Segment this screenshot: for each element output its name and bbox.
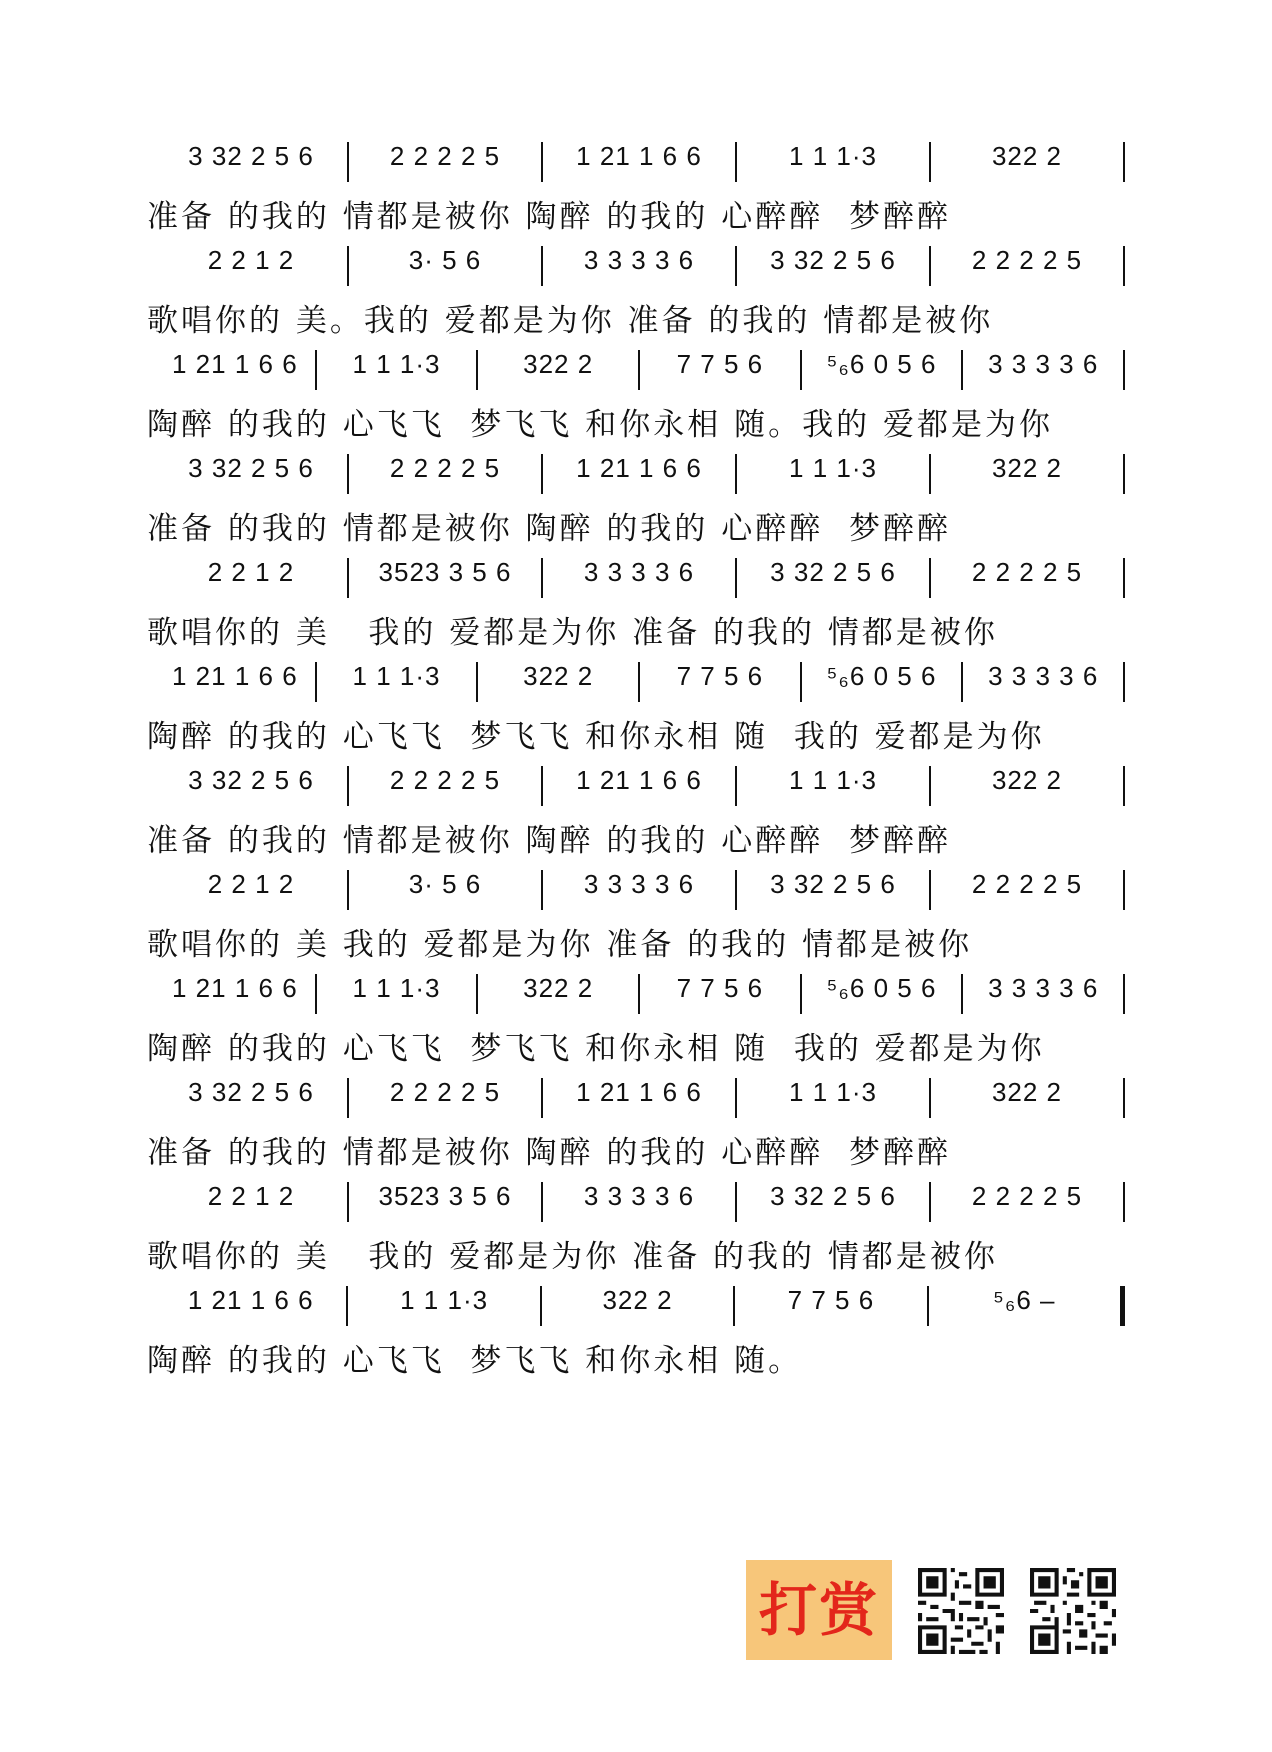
barline (1123, 974, 1125, 1014)
measure-notes: 322 2 (523, 349, 594, 379)
measure-notes: 1 21 1 6 6 (172, 349, 298, 379)
measure-notes: 1 1 1·3 (789, 1077, 877, 1107)
measure-notes: 3 32 2 5 6 (188, 1077, 314, 1107)
notation-line (155, 140, 1125, 198)
barline (1123, 246, 1125, 286)
measure-notes: 322 2 (523, 661, 594, 691)
lyrics-line: 准备 的我的 情都是被你 陶醉 的我的 心醉醉 梦醉醉 (147, 1135, 951, 1171)
measure-notes: 1 21 1 6 6 (576, 141, 702, 171)
measure (802, 972, 962, 1030)
measure (543, 868, 735, 926)
measure (155, 140, 347, 198)
measure (543, 1076, 735, 1134)
measure (543, 244, 735, 302)
measure (155, 1284, 346, 1342)
barline (1123, 350, 1125, 390)
barline (1123, 870, 1125, 910)
measure (737, 868, 929, 926)
lyrics-line: 准备 的我的 情都是被你 陶醉 的我的 心醉醉 梦醉醉 (147, 823, 951, 859)
measure-notes: 1 1 1·3 (400, 1285, 489, 1315)
notation-line (155, 660, 1125, 718)
measure (640, 660, 800, 718)
measure (931, 452, 1123, 510)
measure (478, 660, 638, 718)
measure (931, 1180, 1123, 1238)
measure-notes: ⁵₆6 0 5 6 (826, 973, 937, 1003)
score-system (147, 556, 1125, 666)
measure-notes: 1 1 1·3 (789, 765, 877, 795)
lyrics-line: 歌唱你的 美。我的 爱都是为你 准备 的我的 情都是被你 (147, 303, 994, 339)
measure-notes: 3 32 2 5 6 (770, 869, 896, 899)
measure-notes: 7 7 5 6 (676, 973, 764, 1003)
score-system (147, 140, 1125, 250)
measure-notes: 3 3 3 3 6 (988, 349, 1099, 379)
barline (1123, 454, 1125, 494)
measure (349, 556, 541, 614)
barline (1120, 1286, 1125, 1326)
lyrics-line: 歌唱你的 美 我的 爱都是为你 准备 的我的 情都是被你 (147, 615, 998, 651)
measure-notes: 322 2 (991, 141, 1063, 171)
measure (931, 140, 1123, 198)
measure (931, 244, 1123, 302)
measure-notes: 2 2 2 2 5 (389, 141, 501, 171)
notation-line (155, 868, 1125, 926)
measure (543, 140, 735, 198)
measure-notes: 2 2 2 2 5 (389, 765, 501, 795)
measure (640, 972, 800, 1030)
measure (155, 972, 315, 1030)
measure-notes: 1 21 1 6 6 (576, 765, 702, 795)
notation-line (155, 972, 1125, 1030)
measure (929, 1284, 1120, 1342)
measure (155, 1076, 347, 1134)
measure-notes: 2 2 1 2 (207, 1181, 295, 1211)
measure (737, 452, 929, 510)
measure-notes: 3 32 2 5 6 (770, 1181, 896, 1211)
measure-notes: 1 1 1·3 (352, 349, 441, 379)
measure-notes: 2 2 2 2 5 (971, 1181, 1083, 1211)
measure (737, 140, 929, 198)
measure (349, 452, 541, 510)
measure (737, 244, 929, 302)
measure-notes: 1 1 1·3 (352, 973, 441, 1003)
notation-line (155, 1180, 1125, 1238)
notation-line (155, 244, 1125, 302)
measure-notes: 3· 5 6 (408, 869, 482, 899)
measure (349, 1180, 541, 1238)
measure (349, 1076, 541, 1134)
barline (1123, 1182, 1125, 1222)
measure (349, 764, 541, 822)
score-system (147, 1180, 1125, 1290)
lyrics-line: 陶醉 的我的 心飞飞 梦飞飞 和你永相 随。 (147, 1343, 803, 1379)
measure-notes: 3523 3 5 6 (378, 1181, 512, 1211)
score-system (147, 868, 1125, 978)
measure (963, 972, 1123, 1030)
measure (349, 868, 541, 926)
score-system (147, 348, 1125, 458)
measure-notes: 322 2 (523, 973, 594, 1003)
measure (155, 868, 347, 926)
notation-line (155, 452, 1125, 510)
measure-notes: 1 21 1 6 6 (172, 661, 298, 691)
notation-line (155, 556, 1125, 614)
notation-line (155, 1076, 1125, 1134)
measure-notes: 1 1 1·3 (789, 141, 877, 171)
measure-notes: 3 3 3 3 6 (583, 1181, 695, 1211)
measure-notes: 3 32 2 5 6 (188, 453, 314, 483)
measure (155, 244, 347, 302)
measure (155, 660, 315, 718)
qr-code-icon (1030, 1568, 1116, 1654)
measure-notes: 1 21 1 6 6 (576, 453, 702, 483)
measure (155, 452, 347, 510)
barline (1123, 558, 1125, 598)
measure-notes: ⁵₆6 0 5 6 (826, 349, 937, 379)
measure (931, 556, 1123, 614)
measure-notes: 322 2 (991, 453, 1063, 483)
measure-notes: 2 2 2 2 5 (971, 869, 1083, 899)
measure (931, 1076, 1123, 1134)
measure (317, 348, 477, 406)
measure-notes: 3 3 3 3 6 (988, 973, 1099, 1003)
measure-notes: 322 2 (991, 1077, 1063, 1107)
measure (317, 660, 477, 718)
score-system (147, 660, 1125, 770)
barline (1123, 1078, 1125, 1118)
measure (543, 556, 735, 614)
barline (1123, 142, 1125, 182)
measure (931, 868, 1123, 926)
measure-notes: 322 2 (602, 1285, 673, 1315)
measure-notes: 3 3 3 3 6 (583, 869, 695, 899)
reward-badge[interactable]: 打赏 (746, 1560, 892, 1660)
measure-notes: 7 7 5 6 (787, 1285, 875, 1315)
measure-notes: 7 7 5 6 (676, 661, 764, 691)
measure (155, 1180, 347, 1238)
lyrics-line: 歌唱你的 美 我的 爱都是为你 准备 的我的 情都是被你 (147, 927, 973, 963)
measure (543, 764, 735, 822)
measure (155, 764, 347, 822)
measure-notes: 322 2 (991, 765, 1063, 795)
measure-notes: 3 3 3 3 6 (583, 245, 695, 275)
measure-notes: 3523 3 5 6 (378, 557, 512, 587)
measure (478, 972, 638, 1030)
measure-notes: 2 2 1 2 (207, 869, 295, 899)
measure-notes: 1 1 1·3 (789, 453, 877, 483)
measure-notes: 1 21 1 6 6 (576, 1077, 702, 1107)
measure-notes: ⁵₆6 0 5 6 (826, 661, 937, 691)
measure-notes: 3 3 3 3 6 (583, 557, 695, 587)
measure (155, 348, 315, 406)
measure-notes: 3 32 2 5 6 (188, 141, 314, 171)
measure-notes: 1 1 1·3 (352, 661, 441, 691)
measure-notes: 2 2 2 2 5 (389, 1077, 501, 1107)
lyrics-line: 陶醉 的我的 心飞飞 梦飞飞 和你永相 随 我的 爱都是为你 (147, 719, 1045, 755)
measure (802, 660, 962, 718)
measure (735, 1284, 926, 1342)
measure (963, 660, 1123, 718)
measure (348, 1284, 539, 1342)
lyrics-line: 陶醉 的我的 心飞飞 梦飞飞 和你永相 随。我的 爱都是为你 (147, 407, 1053, 443)
score-system (147, 244, 1125, 354)
measure-notes: 1 21 1 6 6 (187, 1285, 314, 1315)
measure (317, 972, 477, 1030)
score-system (147, 972, 1125, 1082)
measure-notes: 2 2 2 2 5 (389, 453, 501, 483)
measure (737, 1180, 929, 1238)
score-system (147, 1076, 1125, 1186)
measure (543, 452, 735, 510)
notation-line (155, 1284, 1125, 1342)
measure (737, 1076, 929, 1134)
measure (542, 1284, 733, 1342)
measure (931, 764, 1123, 822)
notation-line (155, 764, 1125, 822)
measure (963, 348, 1123, 406)
measure-notes: 2 2 1 2 (207, 557, 295, 587)
measure (737, 764, 929, 822)
score-system (147, 764, 1125, 874)
qr-code-icon (918, 1568, 1004, 1654)
measure-notes: 3 32 2 5 6 (188, 765, 314, 795)
barline (1123, 662, 1125, 702)
score-system (147, 452, 1125, 562)
barline (1123, 766, 1125, 806)
measure (802, 348, 962, 406)
measure-notes: 2 2 1 2 (207, 245, 295, 275)
measure-notes: ⁵₆6 – (993, 1285, 1056, 1315)
measure (543, 1180, 735, 1238)
measure (737, 556, 929, 614)
measure-notes: 2 2 2 2 5 (971, 245, 1083, 275)
lyrics-line: 准备 的我的 情都是被你 陶醉 的我的 心醉醉 梦醉醉 (147, 511, 951, 547)
lyrics-line: 陶醉 的我的 心飞飞 梦飞飞 和你永相 随 我的 爱都是为你 (147, 1031, 1045, 1067)
measure-notes: 3· 5 6 (408, 245, 482, 275)
measure (155, 556, 347, 614)
measure-notes: 7 7 5 6 (676, 349, 764, 379)
measure-notes: 3 3 3 3 6 (988, 661, 1099, 691)
lyrics-line: 歌唱你的 美 我的 爱都是为你 准备 的我的 情都是被你 (147, 1239, 998, 1275)
measure-notes: 1 21 1 6 6 (172, 973, 298, 1003)
score-system (147, 1284, 1125, 1394)
measure (349, 140, 541, 198)
notation-line (155, 348, 1125, 406)
measure-notes: 3 32 2 5 6 (770, 557, 896, 587)
lyrics-line: 准备 的我的 情都是被你 陶醉 的我的 心醉醉 梦醉醉 (147, 199, 951, 235)
measure (478, 348, 638, 406)
measure (349, 244, 541, 302)
measure-notes: 3 32 2 5 6 (770, 245, 896, 275)
measure (640, 348, 800, 406)
measure-notes: 2 2 2 2 5 (971, 557, 1083, 587)
